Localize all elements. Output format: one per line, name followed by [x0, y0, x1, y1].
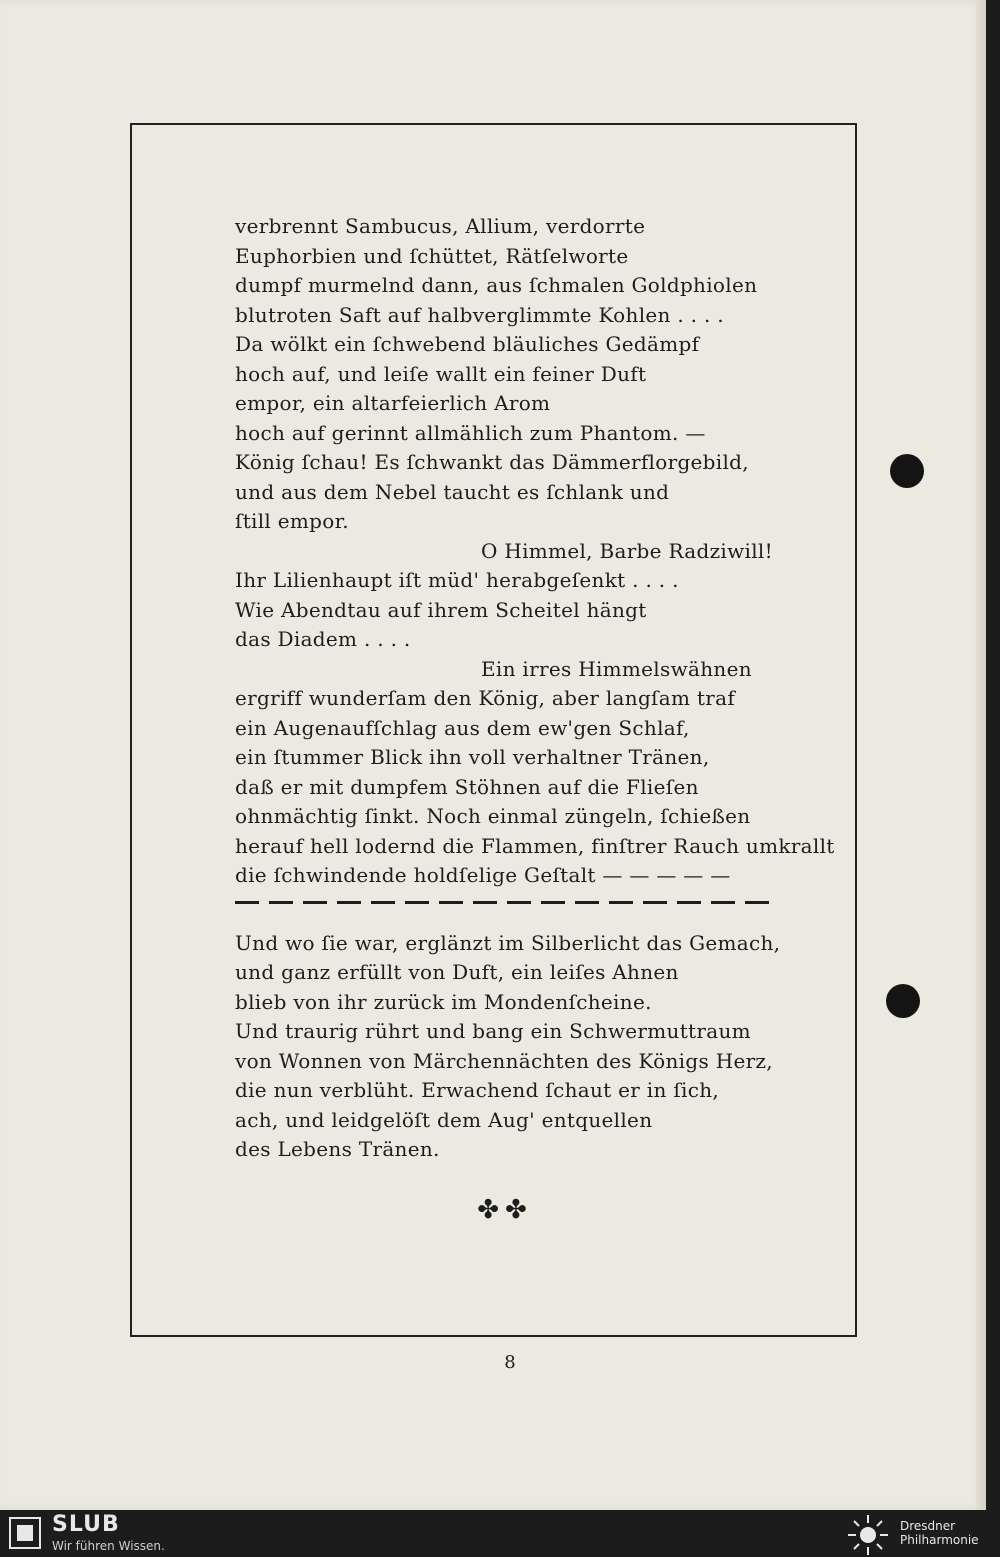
poem-line: von Wonnen von Märchennächten des Königs Herz,: [235, 1048, 773, 1073]
dash-separator: [235, 887, 795, 929]
slub-name[interactable]: SLUB: [52, 1512, 120, 1537]
poem-line: die ſchwindende holdſelige Geſtalt — — — — —: [235, 863, 731, 887]
poem-line: Ihr Lilienhaupt iſt müd' herabgeſenkt . . . .: [235, 568, 679, 592]
poem-line: blieb von ihr zurück im Mondenſcheine.: [235, 989, 652, 1014]
poem-line: ach, und leidgelöſt dem Aug' entquellen: [235, 1107, 653, 1132]
poem-line: empor, ein altarfeierlich Arom: [235, 391, 551, 415]
poem-line: verbrennt Sambucus, Allium, verdorrte: [235, 214, 646, 238]
poem-line: das Diadem . . . .: [235, 627, 411, 651]
poem-line: und ganz erfüllt von Duft, ein leiſes Ahnen: [235, 960, 679, 984]
dash-rule: [235, 901, 775, 904]
philharmonie-name[interactable]: [900, 1519, 979, 1547]
poem-line: hoch auf, und leiſe wallt ein feiner Duft: [235, 361, 647, 386]
poem-line: und aus dem Nebel taucht es ſchlank und: [235, 479, 670, 504]
poem-line: Und traurig rührt und bang ein Schwermuttraum: [235, 1019, 751, 1043]
poem-line: Und wo ſie war, erglänzt im Silberlicht das Gemach,: [235, 930, 781, 955]
poem-line: herauf hell lodernd die Flammen, finſtrer Rauch umkrallt: [235, 833, 835, 858]
footer-bar: [0, 1510, 1000, 1556]
poem-line: hoch auf gerinnt allmählich zum Phantom. —: [235, 420, 706, 445]
poem-line: des Lebens Tränen.: [235, 1137, 440, 1161]
poem-line: Da wölkt ein ſchwebend bläuliches Gedämpf: [235, 332, 700, 356]
poem-line-indented: O Himmel, Barbe Radziwill!: [481, 538, 773, 563]
poem-line: ein ſtummer Blick ihn voll verhaltner Tränen,: [235, 745, 710, 769]
poem-line: ſtill empor.: [235, 509, 349, 533]
poem-line: ohnmächtig ſinkt. Noch einmal züngeln, ſchießen: [235, 804, 751, 828]
poem-line: die nun verblüht. Erwachend ſchaut er in ſich,: [235, 1078, 720, 1102]
slub-logo-icon[interactable]: [8, 1516, 42, 1550]
punch-hole: [886, 984, 920, 1018]
poem-line-indented: Ein irres Himmelswähnen: [481, 656, 752, 681]
page-number: 8: [504, 1352, 516, 1373]
page-edge: [976, 0, 986, 1510]
poem-line: ein Augenaufſchlag aus dem ew'gen Schlaf,: [235, 715, 690, 740]
poem-line: Euphorbien und ſchüttet, Rätſelworte: [235, 243, 629, 268]
philharmonie-name-line2: Philharmonie: [900, 1533, 979, 1547]
poem-line: blutroten Saft auf halbverglimmte Kohlen . . . .: [235, 302, 724, 327]
quatrefoil-ornament-icon: ✤✤: [477, 1195, 533, 1225]
poem-line: König ſchau! Es ſchwankt das Dämmerflorgebild,: [235, 450, 749, 474]
poem-line: dumpf murmelnd dann, aus ſchmalen Goldphiolen: [235, 273, 758, 297]
punch-hole: [890, 454, 924, 488]
poem-line: ergriff wunderſam den König, aber langſam traf: [235, 686, 736, 710]
philharmonie-logo-icon[interactable]: [846, 1513, 890, 1557]
philharmonie-name-line1: Dresdner: [900, 1519, 956, 1533]
slub-tagline: Wir führen Wissen.: [52, 1539, 165, 1553]
poem-line: daß er mit dumpfem Stöhnen auf die Flieſen: [235, 774, 699, 799]
poem-line: Wie Abendtau auf ihrem Scheitel hängt: [235, 597, 647, 622]
poem-text: [235, 212, 835, 1165]
